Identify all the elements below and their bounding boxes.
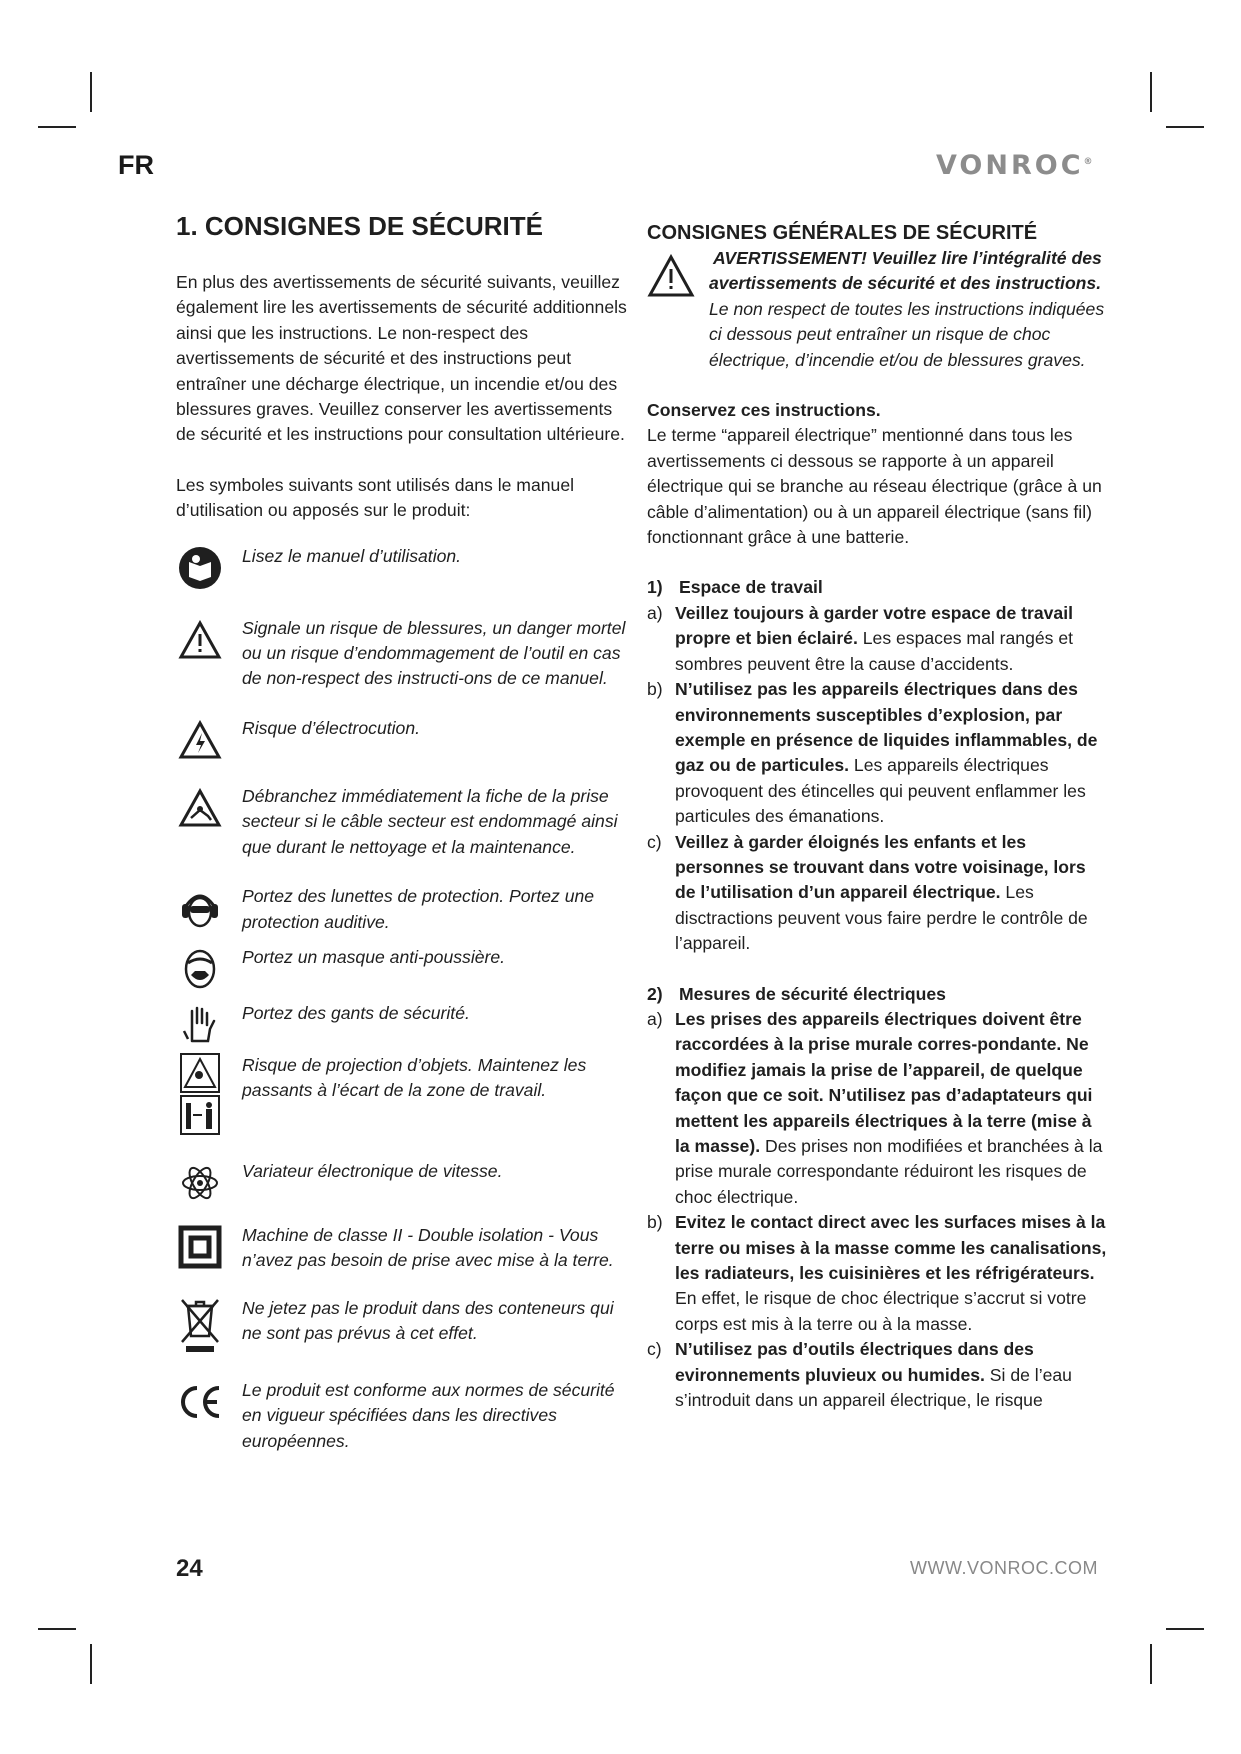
dust-mask-icon — [176, 945, 224, 993]
crop-mark — [1166, 1628, 1204, 1630]
symbol-text: Ne jetez pas le produit dans des conteneurs qui ne sont pas prévus à cet effet. — [242, 1297, 614, 1344]
keep-instructions-label: Conservez ces instructions. — [647, 400, 881, 421]
keep-instructions-text: Le terme “appareil électrique” mentionné dans tous les avertissements ci dessous se rapporte à un appareil électrique qui se branche au réseau électrique (grâce à un câble d’alimentation) ou à un appareil électrique (sans fil) fonctionnant grâce à une batterie. — [647, 425, 1102, 548]
symbol-row — [176, 1296, 628, 1356]
symbol-row — [176, 616, 628, 692]
symbol-row — [176, 1159, 628, 1207]
symbol-row — [176, 1378, 628, 1454]
symbol-row — [176, 1223, 628, 1274]
crop-mark — [90, 1644, 92, 1684]
page-number: 24 — [176, 1555, 203, 1582]
warning-triangle-icon — [647, 246, 699, 373]
unplug-icon — [176, 784, 224, 832]
symbol-text: Portez des gants de sécurité. — [242, 1002, 470, 1023]
section-subtitle: CONSIGNES GÉNÉRALES DE SÉCURITÉ — [647, 222, 1038, 244]
goggles-earmuffs-icon — [176, 884, 224, 932]
crop-mark — [38, 126, 76, 128]
language-code: FR — [118, 150, 154, 180]
symbol-text: Le produit est conforme aux normes de sécurité en vigueur spécifiées dans les directives européennes. — [242, 1379, 615, 1451]
symbol-text: Machine de classe II - Double isolation - Vous n’avez pas besoin de prise avec mise à la terre. — [242, 1224, 614, 1271]
flying-debris-icon — [176, 1053, 224, 1137]
crop-mark — [90, 72, 92, 112]
website-url: WWW.VONROC.COM — [910, 1558, 1098, 1578]
list-item: a) Veillez toujours à garder votre espace de travail propre et bien éclairé. Les espaces mal rangés et sombres peuvent être la cause d’accidents. — [647, 602, 1074, 674]
weee-bin-icon — [176, 1296, 224, 1356]
list-item: c) Veillez à garder éloignés les enfants et les personnes se trouvant dans votre voisinage, lors de l’utilisation d’un appareil électrique. Les disctractions peuvent vous faire perdre le contrôle de l’appareil. — [647, 831, 1088, 954]
symbol-row — [176, 1053, 628, 1137]
symbol-text: Variateur électronique de vitesse. — [242, 1160, 503, 1181]
symbol-row — [176, 884, 628, 935]
right-column — [647, 210, 1107, 1413]
section-heading: 1) Espace de travail — [647, 577, 823, 598]
warning-triangle-icon — [176, 616, 224, 664]
symbol-row — [176, 945, 628, 993]
list-item: c) N’utilisez pas d’outils électriques dans des evironnements pluvieux ou humides. Si de l’eau s’introduit dans un appareil électrique, le risque — [647, 1339, 1072, 1411]
section-heading: 2) Mesures de sécurité électriques — [647, 983, 946, 1004]
symbol-text: Débranchez immédiatement la fiche de la prise secteur si le câble secteur est endommagé ainsi que durant le nettoyage et la maintenance. — [242, 785, 618, 857]
warning-text: Le non respect de toutes les instructions indiquées ci dessous peut entraîner un risque de choc électrique, d’incendie et/ou de blessures graves. — [709, 298, 1105, 370]
symbol-text: Portez un masque anti-poussière. — [242, 946, 506, 967]
symbol-row — [176, 544, 628, 592]
general-warning — [647, 246, 1107, 373]
gloves-icon — [176, 1001, 224, 1049]
crop-mark — [1150, 1644, 1152, 1684]
ce-mark-icon — [176, 1378, 224, 1426]
section-title: 1. CONSIGNES DE SÉCURITÉ — [176, 211, 543, 241]
symbol-text: Risque d’électrocution. — [242, 717, 420, 738]
double-insulation-icon — [176, 1223, 224, 1271]
electric-shock-icon — [176, 716, 224, 764]
symbol-row — [176, 1001, 628, 1049]
crop-mark — [1166, 126, 1204, 128]
list-item: b) N’utilisez pas les appareils électriques dans des environnements susceptibles d’explosion, par exemple en présence de liquides inflammables, de gaz ou de particules. Les appareils électriques provoquent des étincelles qui peuvent enflammer les particules des émanations. — [647, 679, 1098, 827]
list-item: a) Les prises des appareils électriques doivent être raccordées à la prise murale corres-pondante. Ne modifiez jamais la prise de l’appareil, de quelque façon que ce soit. N’utilisez pas d’adaptateurs qui mettent les appareils électriques à la terre (mise à la masse). Des prises non modifiées et branchées à la prise murale correspondante réduiront les risques de choc électrique. — [647, 1008, 1103, 1207]
symbol-text: Lisez le manuel d’utilisation. — [242, 545, 462, 566]
speed-controller-icon — [176, 1159, 224, 1207]
list-item: b) Evitez le contact direct avec les surfaces mises à la terre ou mises à la masse comme les canalisations, les radiateurs, les cuisinières et les réfrigérateurs. En effet, le risque de choc électrique s’accrut si votre corps est mis à la terre ou à la masse. — [647, 1212, 1107, 1334]
symbol-text: Risque de projection d’objets. Maintenez les passants à l’écart de la zone de travail. — [242, 1054, 587, 1101]
crop-mark — [38, 1628, 76, 1630]
read-manual-icon — [176, 544, 224, 592]
symbol-row — [176, 784, 628, 860]
symbol-text: Signale un risque de blessures, un danger mortel ou un risque d’endommagement de l’outil en cas de non-respect des instructi-ons de ce manuel. — [242, 617, 626, 689]
symbol-text: Portez des lunettes de protection. Portez une protection auditive. — [242, 886, 595, 932]
symbols-intro: Les symboles suivants sont utilisés dans le manuel d’utilisation ou apposés sur le produit: — [176, 474, 575, 521]
intro-paragraph: En plus des avertissements de sécurité suivants, veuillez également lire les avertissements de sécurité additionnels ainsi que les instructions. Le non-respect des avertissements de sécurité et des instructions peut entraîner une décharge électrique, un incendie et/ou des blessures graves. Veuillez conserver les avertissements de sécurité et les instructions pour consultation ultérieure. — [176, 272, 627, 445]
brand-logo: VONROC® — [936, 150, 1093, 181]
left-column — [176, 210, 628, 1454]
crop-mark — [1150, 72, 1152, 112]
warning-bold-text: AVERTISSEMENT! Veuillez lire l’intégralité des avertissements de sécurité et des instructions. — [709, 248, 1102, 294]
symbol-row — [176, 716, 628, 764]
